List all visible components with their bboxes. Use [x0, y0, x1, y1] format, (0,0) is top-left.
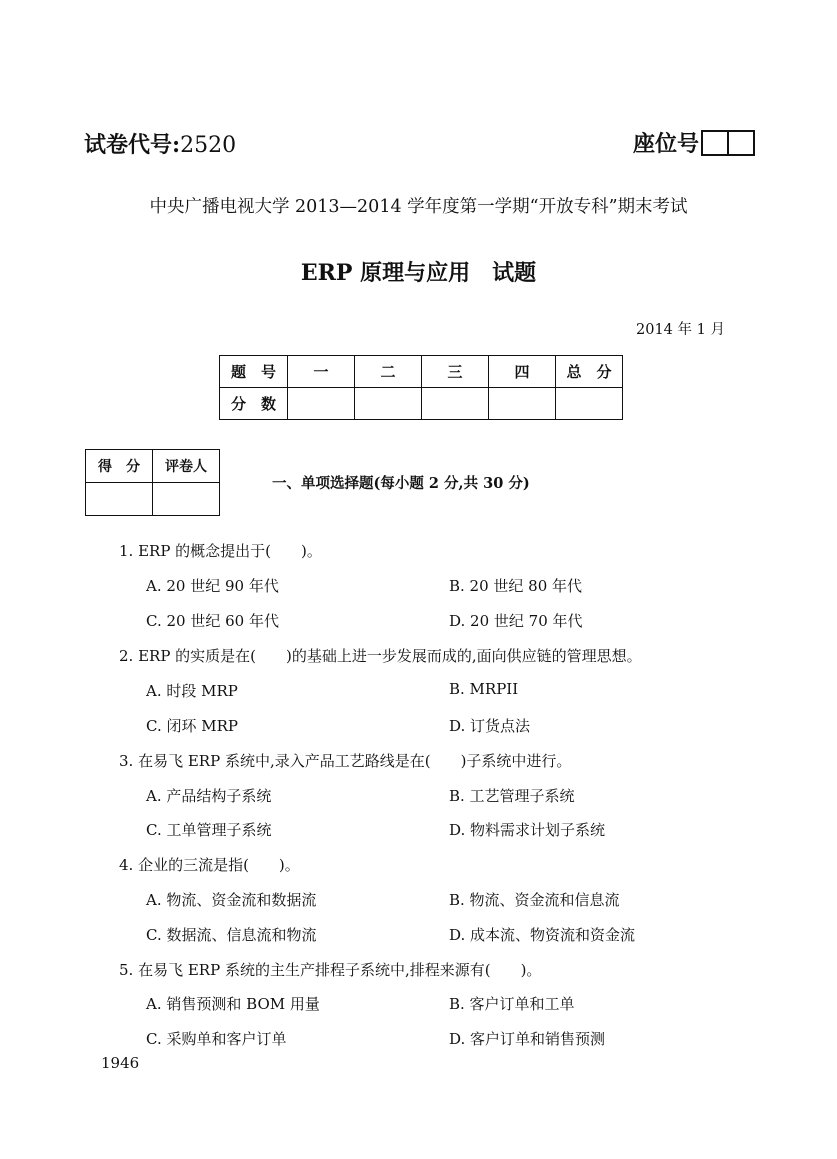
- grader-name-label: 评卷人: [153, 450, 220, 483]
- question-option: C. 采购单和客户订单: [146, 1030, 287, 1048]
- question-option: A. 销售预测和 BOM 用量: [146, 995, 320, 1013]
- seat-number: [633, 127, 755, 158]
- score-table-cell: 四: [489, 356, 556, 388]
- paper-code: [84, 128, 236, 159]
- score-table-cell: 一: [288, 356, 355, 388]
- question-option: D. 客户订单和销售预测: [449, 1030, 606, 1048]
- grader-score-cell: [86, 483, 153, 516]
- question-text: 5. 在易飞 ERP 系统的主生产排程子系统中,排程来源有( )。: [119, 961, 542, 979]
- question-option: A. 20 世纪 90 年代: [146, 577, 279, 595]
- question-option: A. 产品结构子系统: [146, 787, 272, 805]
- question-text: 1. ERP 的概念提出于( )。: [119, 542, 322, 560]
- score-table-cell: 分 数: [220, 388, 288, 420]
- question-option: D. 20 世纪 70 年代: [449, 612, 583, 630]
- question-text: 4. 企业的三流是指( )。: [119, 856, 300, 874]
- page-number: 1946: [101, 1054, 140, 1072]
- question-option: D. 成本流、物资流和资金流: [449, 926, 636, 944]
- question-option: C. 数据流、信息流和物流: [146, 926, 317, 944]
- question-option: D. 订货点法: [449, 717, 531, 735]
- score-input-cell: [422, 388, 489, 420]
- question-text: 3. 在易飞 ERP 系统中,录入产品工艺路线是在( )子系统中进行。: [119, 752, 572, 770]
- question-option: B. MRPII: [449, 680, 519, 698]
- question-option: C. 20 世纪 60 年代: [146, 612, 279, 630]
- grader-name-cell: [153, 483, 220, 516]
- score-table: [219, 355, 623, 420]
- paper-code-label: 试卷代号:: [84, 132, 181, 158]
- score-input-cell: [556, 388, 623, 420]
- score-input-cell: [489, 388, 556, 420]
- exam-title: ERP 原理与应用 试题: [300, 260, 537, 286]
- section-title: 一、单项选择题(每小题 2 分,共 30 分): [272, 475, 530, 492]
- question-option: C. 工单管理子系统: [146, 821, 272, 839]
- grader-score-label: 得 分: [86, 450, 153, 483]
- question-option: A. 时段 MRP: [146, 682, 238, 700]
- score-table-header-row: [220, 356, 623, 388]
- question-option: B. 20 世纪 80 年代: [449, 577, 583, 595]
- question-option: B. 客户订单和工单: [449, 995, 575, 1013]
- seat-number-label: 座位号: [633, 131, 700, 157]
- score-input-cell: [288, 388, 355, 420]
- question-option: C. 闭环 MRP: [146, 717, 238, 735]
- question-option: D. 物料需求计划子系统: [449, 821, 606, 839]
- grader-table: [85, 449, 220, 516]
- exam-header: 中央广播电视大学 2013—2014 学年度第一学期“开放专科”期末考试: [149, 197, 688, 217]
- paper-code-value: 2520: [180, 133, 237, 158]
- exam-date: 2014 年 1 月: [636, 322, 725, 338]
- score-table-cell: 三: [422, 356, 489, 388]
- question-option: B. 工艺管理子系统: [449, 787, 575, 805]
- seat-number-box: [701, 130, 755, 156]
- question-option: A. 物流、资金流和数据流: [146, 891, 317, 909]
- score-table-cell: 题 号: [220, 356, 288, 388]
- score-input-cell: [355, 388, 422, 420]
- score-table-cell: 二: [355, 356, 422, 388]
- score-table-cell: 总 分: [556, 356, 623, 388]
- question-option: B. 物流、资金流和信息流: [449, 891, 620, 909]
- question-text: 2. ERP 的实质是在( )的基础上进一步发展而成的,面向供应链的管理思想。: [119, 647, 642, 665]
- score-table-score-row: [220, 388, 623, 420]
